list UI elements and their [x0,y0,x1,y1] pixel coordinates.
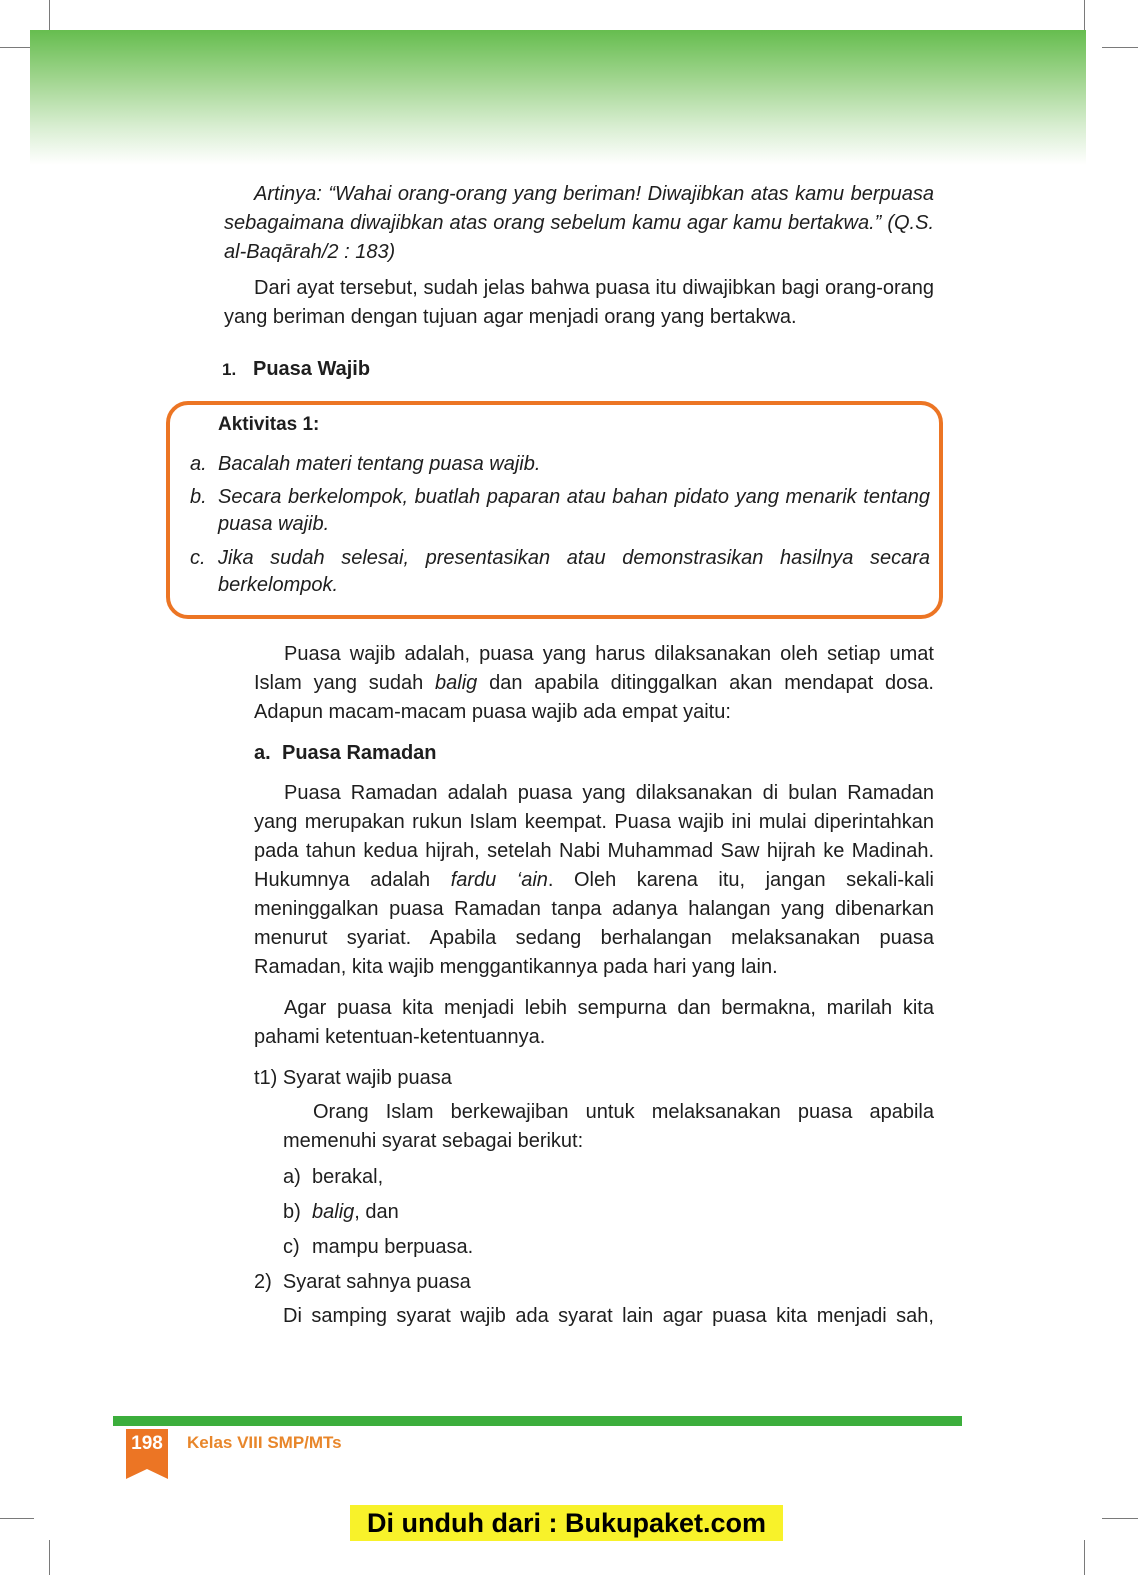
item-text: Bacalah materi tentang puasa wajib. [218,453,541,475]
paragraph-italic: fardu ‘ain [450,869,548,891]
item-text: Secara berkelompok, buatlah paparan atau bahan pidato yang menarik tentang puasa wajib. [218,486,930,535]
crop-mark [1084,0,1085,32]
crop-mark [49,1540,50,1575]
item-text: berakal, [312,1166,384,1188]
ramadan-paragraph [254,779,934,982]
paragraph-text: Di samping syarat wajib ada syarat lain agar puasa kita menjadi sah, [283,1305,934,1327]
aktivitas-item [190,484,930,538]
paragraph-text: . Oleh karena itu, jangan sekali-kali meninggalkan puasa Ramadan tanpa adanya halangan yang dibenarkan menurut syariat. Apabila sedang berhalangan melaksanakan puasa Ramadan, kita wajib menggantikannya pada hari yang lain. [254,869,934,978]
aktivitas-title: Aktivitas 1: [218,414,320,435]
agar-paragraph [254,994,934,1052]
intro-text: Dari ayat tersebut, sudah jelas bahwa puasa itu diwajibkan bagi orang-orang yang beriman dengan tujuan agar menjadi orang yang bertakwa. [224,277,934,328]
subsection-title: Puasa Ramadan [282,742,437,764]
aktivitas-item [190,545,930,599]
item-text: Jika sudah selesai, presentasikan atau demonstrasikan hasilnya secara berkelompok. [218,547,930,596]
crop-mark [49,0,50,32]
paragraph-text: Agar puasa kita menjadi lebih sempurna dan bermakna, marilah kita pahami ketentuan-ketentuannya. [254,997,934,1048]
footer-rule [113,1416,962,1426]
page-number: 198 [131,1433,163,1454]
paragraph-text: Puasa Ramadan adalah puasa yang dilaksanakan di bulan Ramadan yang merupakan rukun Islam keempat. Puasa wajib ini mulai diperintahkan pada tahun kedua hijrah, setelah Nabi Muhammad Saw hijrah ke Madinah. Hukumnya adalah [254,782,934,891]
syarat-wajib-label: t1) Syarat wajib puasa [254,1067,452,1089]
item-text: mampu berpuasa. [312,1236,474,1258]
crop-mark [1084,1540,1085,1575]
subsection-heading-ramadan [254,739,437,767]
list-item [283,1163,383,1191]
crop-mark [1102,47,1138,48]
item-marker: a) [283,1166,301,1188]
paragraph-text: dan apabila ditinggalkan akan mendapat dosa. Adapun macam-macam puasa wajib ada empat yaitu: [254,672,934,723]
list-item [283,1198,399,1226]
item-marker: b. [190,486,207,508]
item-marker: c) [283,1236,300,1258]
artinya-paragraph [224,180,934,267]
item-marker: c. [190,547,206,569]
section-heading-puasa-wajib [222,355,370,384]
section-title: Puasa Wajib [253,358,371,380]
header-band [30,30,1086,165]
crop-mark [0,1518,34,1519]
subsection-marker: a. [254,742,271,764]
item-marker: a. [190,453,207,475]
syarat-wajib-paragraph [283,1098,934,1156]
paragraph-italic: balig [435,672,478,694]
crop-mark [1102,1518,1138,1519]
paragraph-text: Orang Islam berkewajiban untuk melaksanakan puasa apabila memenuhi syarat sebagai berikut: [283,1101,934,1152]
section-number: 1. [222,360,237,379]
paragraph-text: Puasa wajib adalah, puasa yang harus dilaksanakan oleh setiap umat Islam yang sudah [254,643,934,694]
download-banner: Di unduh dari : Bukupaket.com [350,1505,783,1541]
item-italic: balig [312,1201,355,1223]
intro-paragraph [224,274,934,332]
artinya-text: “Wahai orang-orang yang beriman! Diwajibkan atas kamu berpuasa sebagaimana diwajibkan atas orang sebelum kamu agar kamu bertakwa.” (Q.S. al-Baqārah/2 : 183) [224,183,934,263]
item-text: , dan [354,1201,399,1223]
puasa-wajib-paragraph [254,640,934,727]
list-item [283,1233,473,1261]
syarat-sah-paragraph [283,1302,934,1331]
item-marker: b) [283,1201,301,1223]
crop-mark [0,47,34,48]
footer-book-title: Kelas VIII SMP/MTs [187,1433,342,1452]
artinya-prefix: Artinya: [254,183,329,205]
aktivitas-item [190,451,930,478]
syarat-sah-label: 2) Syarat sahnya puasa [254,1271,471,1293]
